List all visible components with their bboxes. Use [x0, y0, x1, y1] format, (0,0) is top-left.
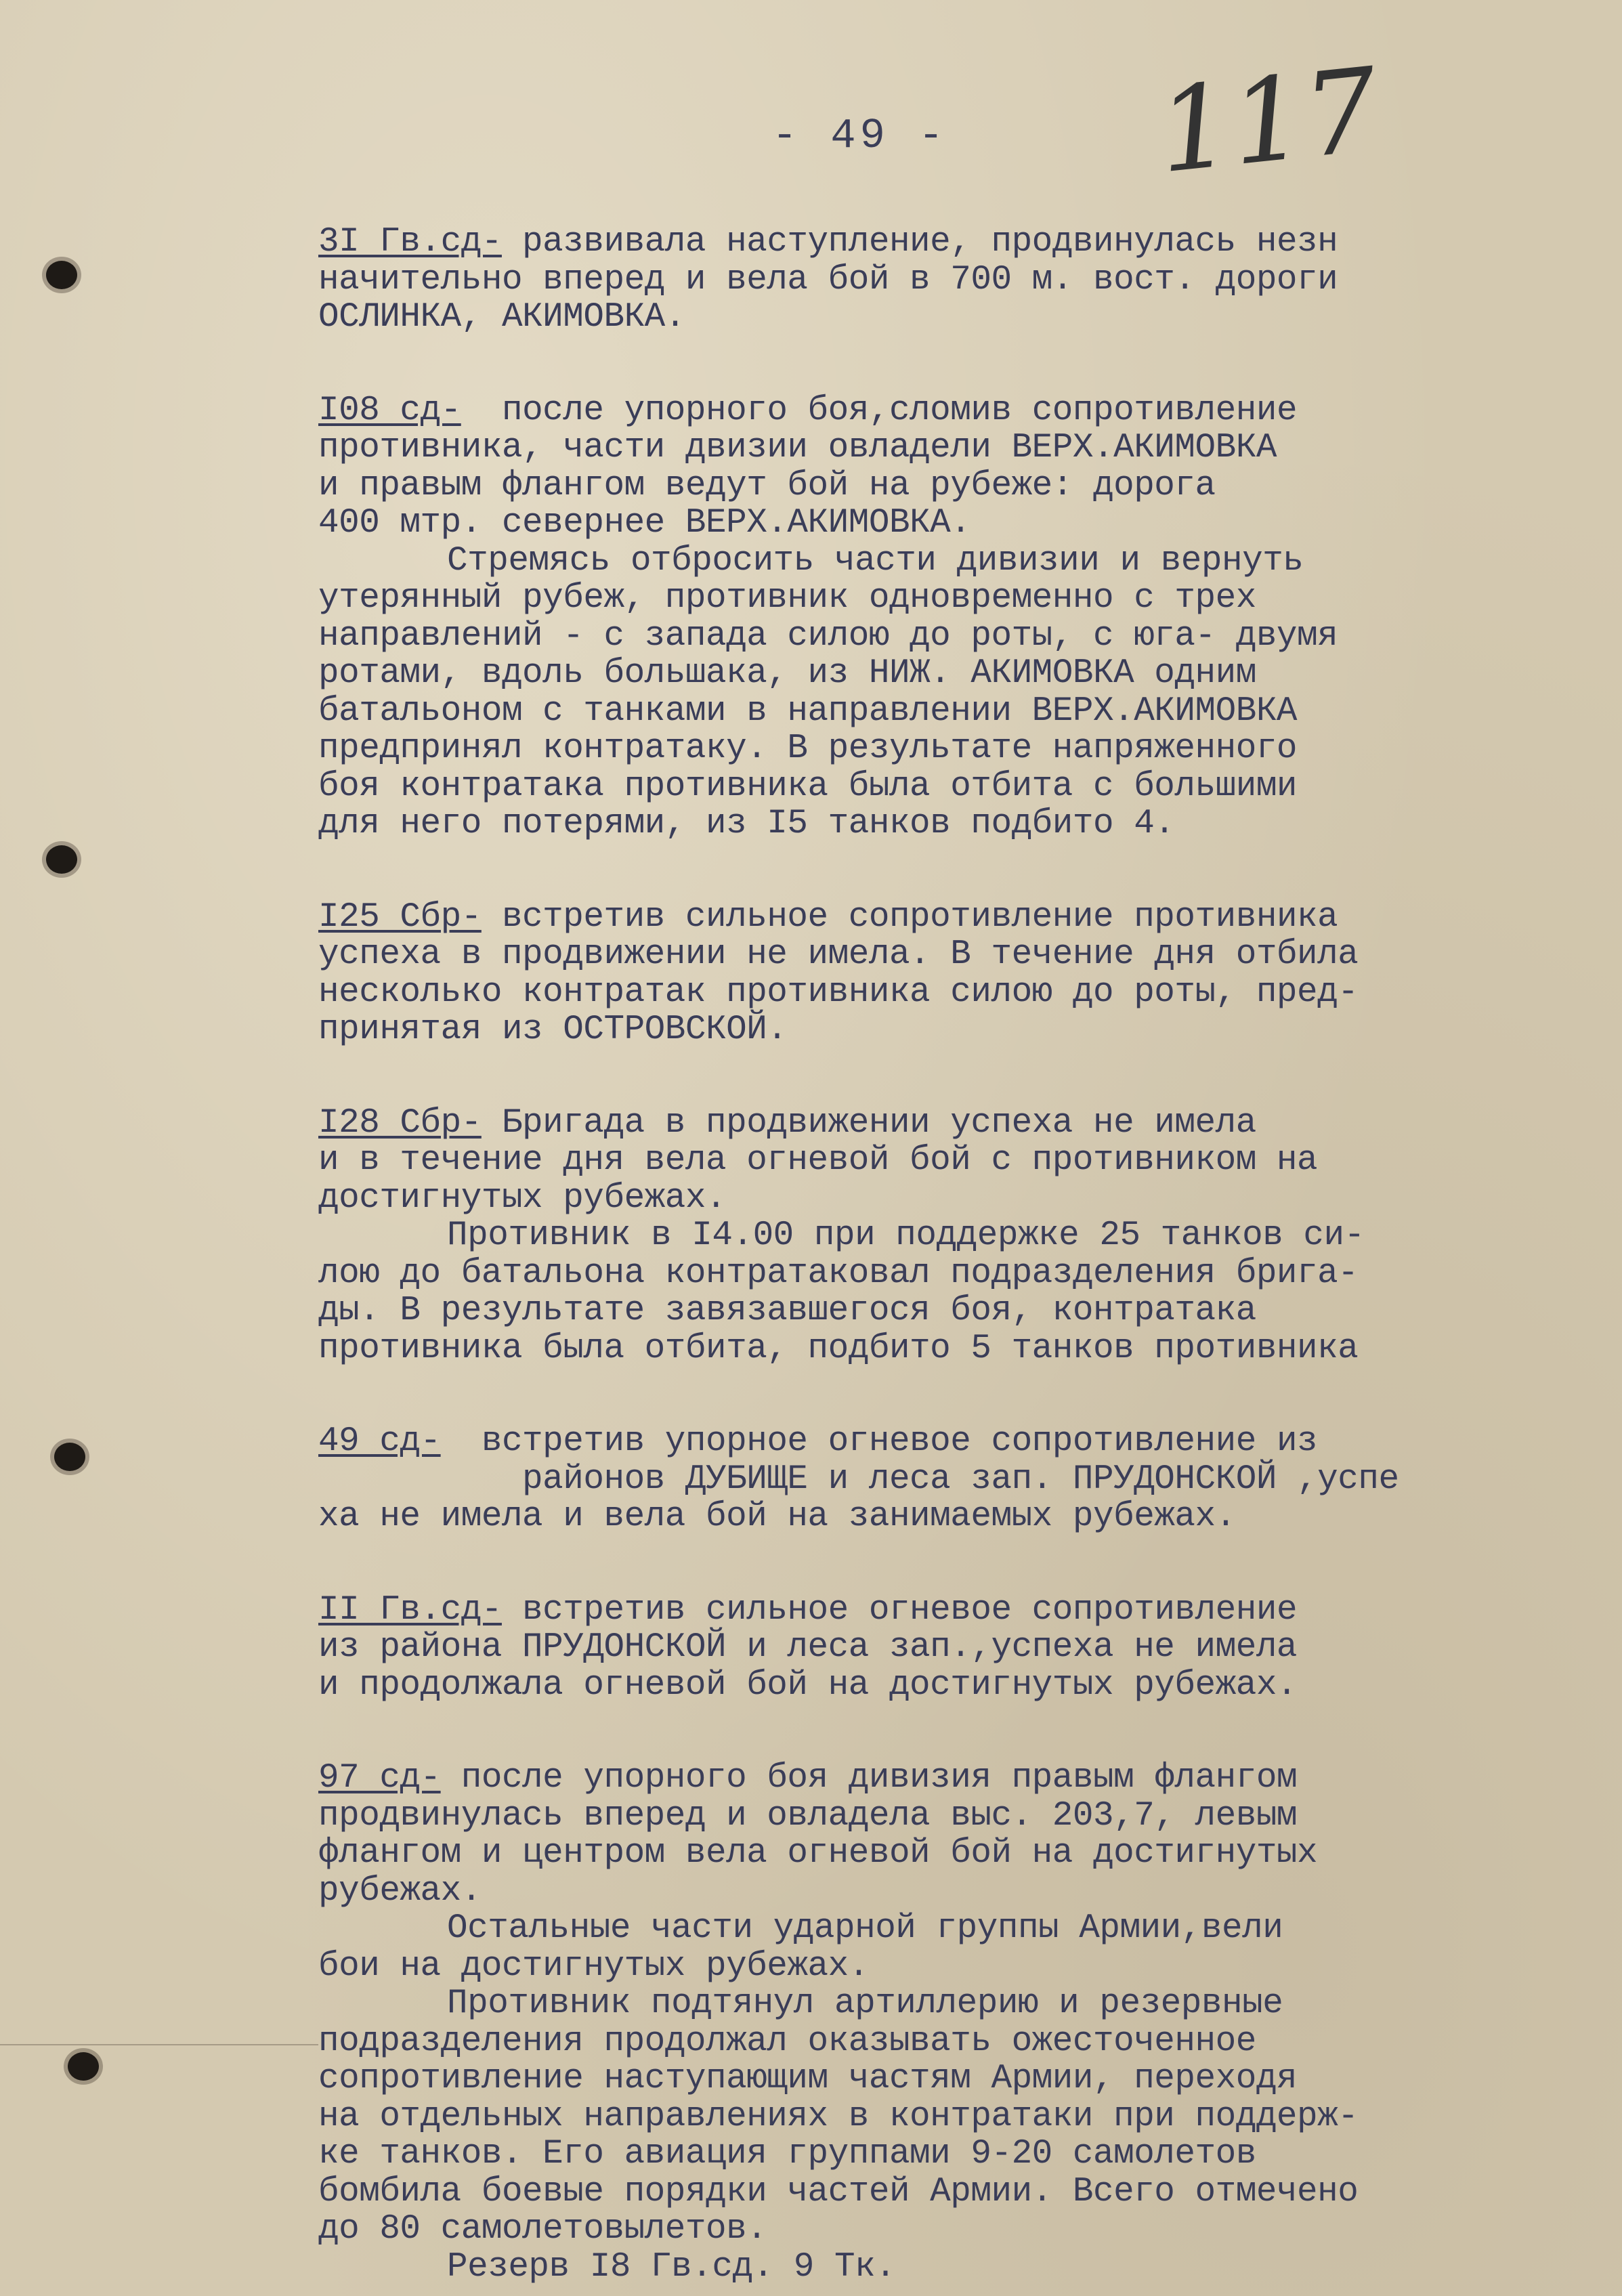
entry-first-line [318, 1592, 1510, 1630]
entry-text: после упорного боя дивизия правым флангом [440, 1759, 1298, 1798]
entry-line: принятая из ОСТРОВСКОЙ. [318, 1011, 788, 1049]
entry-line: достигнутых рубежах. [318, 1178, 727, 1218]
entry-line: и в течение дня вела огневой бой с противником на [318, 1141, 1318, 1180]
paragraph-line: направлений - с запада силою до роты, с юга- двумя [318, 616, 1338, 656]
paragraph-line: батальоном с танками в направлении ВЕРХ.АКИМОВКА [318, 692, 1298, 731]
entry-line: продвинулась вперед и овладела выс. 203,7, левым [318, 1796, 1298, 1835]
entry-line: 400 мтр. севернее ВЕРХ.АКИМОВКА. [318, 504, 971, 543]
entry-first-line [318, 1105, 1510, 1143]
unit-designation: 49 сд- [318, 1422, 441, 1461]
entry-text: встретив сильное огневое сопротивление [501, 1590, 1298, 1630]
paragraph-text: Остальные части ударной группы Армии,вели [447, 1909, 1283, 1948]
entry-line: начительно вперед и вела бой в 700 м. вост. дороги [318, 260, 1338, 299]
paragraph-line: до 80 самолетовылетов. [318, 2210, 767, 2249]
paragraph-line: ке танков. Его авиация группами 9-20 самолетов [318, 2135, 1256, 2173]
entry-line: несколько контратак противника силою до роты, пред- [318, 973, 1359, 1012]
page-fold-line [0, 2044, 318, 2045]
paragraph-line: противника была отбита, подбито 5 танков противника [318, 1329, 1359, 1368]
entry-line: из района ПРУДОНСКОЙ и леса зап.,успеха не имела [318, 1628, 1298, 1667]
entry-line: успеха в продвижении не имела. В течение дня отбила [318, 935, 1359, 974]
paragraph-line: утерянный рубеж, противник одновременно с трех [318, 579, 1256, 618]
handwritten-folio-number: 117 [1151, 43, 1384, 200]
paragraph-line: боя контратака противника была отбита с большими [318, 767, 1298, 806]
paragraph-line: сопротивление наступающим частям Армии, переходя [318, 2060, 1298, 2098]
entry-line: ОСЛИНКА, АКИМОВКА. [318, 298, 685, 337]
unit-designation: II Гв.сд- [318, 1590, 502, 1630]
paragraph-line: лою до батальона контратаковал подразделения брига- [318, 1254, 1359, 1293]
entry-line: флангом и центром вела огневой бой на достигнутых [318, 1834, 1318, 1873]
entry-line: рубежах. [318, 1871, 482, 1911]
paragraph-text: Стремясь отбросить части дивизии и вернуть [447, 541, 1304, 580]
report-entry [318, 1760, 1510, 2286]
entry-first-line [318, 1760, 1510, 1798]
paragraph-first-line [318, 543, 1510, 580]
report-entry [318, 1592, 1510, 1705]
punch-hole-2 [46, 845, 77, 874]
paragraph-text: Противник в I4.00 при поддержке 25 танков си- [447, 1216, 1365, 1255]
entry-text: Бригада в продвижении успеха не имела [481, 1103, 1256, 1143]
unit-designation: 3I Гв.сд- [318, 223, 502, 261]
entry-text: встретив сильное сопротивление противника [481, 897, 1338, 937]
paragraph-text: Противник подтянул артиллерию и резервные [447, 1984, 1283, 2023]
unit-designation: 97 сд- [318, 1759, 441, 1798]
paragraph-line: бои на достигнутых рубежах. [318, 1947, 869, 1986]
entry-first-line [318, 1423, 1510, 1461]
report-entry [318, 899, 1510, 1049]
report-body [318, 224, 1510, 2286]
unit-designation: I08 сд- [318, 391, 461, 430]
paragraph-line: бомбила боевые порядки частей Армии. Всего отмечено [318, 2172, 1359, 2211]
paragraph-line: на отдельных направлениях в контратаки при поддерж- [318, 2097, 1359, 2136]
unit-designation: I28 Сбр- [318, 1103, 482, 1143]
page-number: - 49 - [772, 112, 948, 160]
entry-first-line [318, 899, 1510, 937]
paragraph-line: для него потерями, из I5 танков подбито 4. [318, 805, 1175, 843]
entry-text: встретив упорное огневое сопротивление из [440, 1422, 1318, 1461]
paragraph-first-line [318, 2249, 1510, 2287]
entry-line: и правым флангом ведут бой на рубеже: дорога [318, 466, 1216, 505]
report-entry [318, 224, 1510, 337]
paragraph-line: подразделения продолжал оказывать ожесточенное [318, 2022, 1256, 2061]
entry-text: развивала наступление, продвинулась незн [501, 223, 1338, 261]
report-entry [318, 1423, 1510, 1536]
unit-designation: I25 Сбр- [318, 897, 482, 937]
paragraph-first-line [318, 1217, 1510, 1255]
punch-hole-3 [54, 1443, 85, 1471]
entry-line: противника, части двизии овладели ВЕРХ.АКИМОВКА [318, 429, 1277, 467]
paragraph-line: ды. В результате завязавшегося боя, контратака [318, 1292, 1256, 1330]
paragraph-first-line [318, 1910, 1510, 1948]
paragraph-first-line [318, 1985, 1510, 2023]
entry-line: ха не имела и вела бой на занимаемых рубежах. [318, 1497, 1236, 1536]
paragraph-line: предпринял контратаку. В результате напряженного [318, 729, 1298, 768]
entry-line: и продолжала огневой бой на достигнутых рубежах. [318, 1665, 1298, 1705]
entry-text: после упорного боя,сломив сопротивление [461, 391, 1298, 430]
punch-hole-4 [68, 2052, 99, 2081]
entry-first-line [318, 392, 1510, 430]
entry-line: районов ДУБИЩЕ и леса зап. ПРУДОНСКОЙ ,успе [318, 1460, 1399, 1499]
punch-hole-1 [46, 261, 77, 289]
entry-first-line [318, 224, 1510, 261]
report-entry [318, 1105, 1510, 1368]
paragraph-text: Резерв I8 Гв.сд. 9 Тк. [447, 2247, 896, 2287]
paragraph-line: ротами, вдоль большака, из НИЖ. АКИМОВКА одним [318, 654, 1256, 693]
report-entry [318, 392, 1510, 843]
